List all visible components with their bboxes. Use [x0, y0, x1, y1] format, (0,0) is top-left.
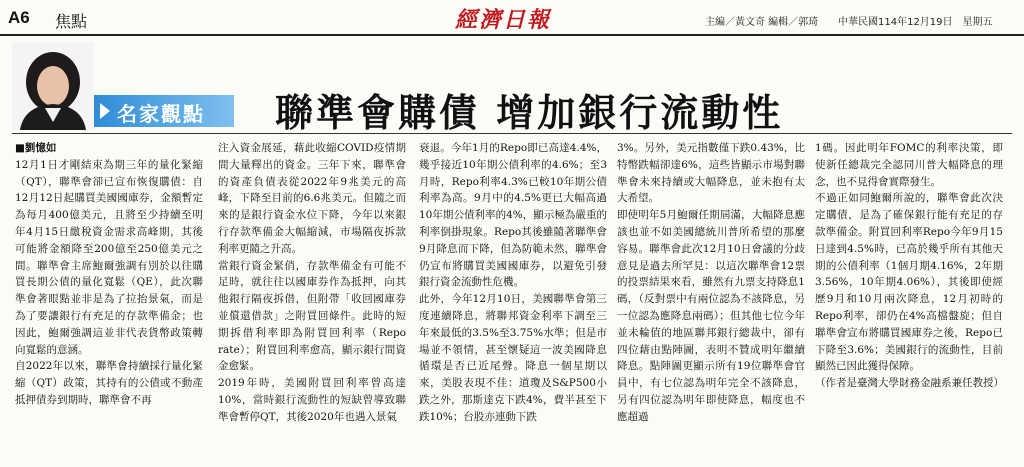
- author-photo: [12, 42, 94, 130]
- paragraph: 自2022年以來，聯準會持續採行量化緊縮（QT）政策，其持有的公債或不動產抵押債券到期時，聯準會不再: [15, 360, 203, 406]
- paragraph: 此外，今年12月10日，美國聯準會第三度連續降息，將聯邦資金利率下調至三年來最低的3.5%至3.75%水準；但是市場並不領情，甚至懷疑這一波美國降息循環是否已近尾聲。降息一個星期以來，美股表現不佳：道瓊及S&P500小跌之外，那斯達克下跌4%，費半甚至下跌10%；台股亦連動下跌: [419, 293, 607, 423]
- section-name: 焦點: [55, 12, 88, 31]
- paragraph: 2019年時，美國附買回利率曾高達10%，當時銀行流動性的短缺曾導致聯準會暫停QT，其後2020年也遇入景氣: [218, 377, 406, 423]
- article-column-3: [419, 140, 607, 426]
- paragraph: 即使明年5月鮑爾任期屆滿，大幅降息應該也並不如美國總統川普所希望的那麼容易。聯準會此次12月10日會議的分歧意見是過去所罕見：以這次聯準會12票的投票結果來看，雖然有九票支持降息1碼，（反對票中有兩位認為不該降息，另一位認為應降息兩碼）；但其他七位今年並未輪值的地區聯邦銀行總裁中，卻有四位藉由點陣圖，表明不贊成明年繼續降息。點陣圖更顯示所有19位聯準會官員中，有七位認為明年完全不該降息，另有四位認為明年即使降息，幅度也不應超過: [617, 209, 805, 423]
- article-column-4: [617, 140, 805, 426]
- article-byline: ■劉憶如: [15, 142, 57, 154]
- article-column-2: [218, 140, 406, 426]
- paragraph: 注入資金展延，藉此收縮COVID疫情期間大量釋出的資金。三年下來，聯準會的資產負債表從2022年9兆美元的高峰，下降至目前的6.6兆美元。但隨之而來的是銀行資金水位下降，今年以來銀行存款準備金大幅縮減，市場隔夜拆款利率更隨之升高。: [218, 142, 406, 255]
- paragraph: 3%。另外，美元指數僅下跌0.43%，比特幣跌幅卻達6%，這些皆顯示市場對聯準會未來持續或大幅降息，並未抱有太大希望。: [617, 142, 805, 205]
- author-portrait-image: [12, 42, 94, 130]
- paragraph: 當銀行資金緊俏，存款準備金有可能不足時，就往往以國庫券作為抵押，向其他銀行隔夜拆借，但附帶「收回國庫券並償還借款」之附買回條件。此時的短期拆借利率即為附買回利率（Repo rate）；附買回利率愈高，顯示銀行間資金愈緊。: [218, 259, 406, 373]
- paragraph: 1碼。因此明年FOMC的利率決策，即使新任總裁完全認同川普大幅降息的理念，也不見得會實際發生。: [815, 142, 1003, 188]
- issue-date: 中華民國114年12月19日 星期五: [838, 17, 993, 28]
- author-note: （作者是臺灣大學財務金融系兼任教授）: [815, 377, 1004, 390]
- paragraph: 12月1日才剛結束為期三年的量化緊縮（QT），聯準會卻已宣布恢復購債：自12月12日起購買美國國庫券，金額暫定為每月400億美元，且將至少持續至明年4月15日繳稅資金需求高峰期，其後可能將金額降至200億至250億美元之間。聯準會主席鮑爾強調有別於以往購買長期公債的量化寬鬆（QE），此次聯準會著眼點並非是為了拉抬景氣，而是為了要讓銀行有充足的存款準備金；也因此，鮑爾強調這並非代表貨幣政策轉向寬鬆的意涵。: [15, 158, 203, 356]
- paragraph: 不過正如同鮑爾所說的，聯準會此次決定購債，是為了確保銀行能有充足的存款準備金。附買回利率Repo今年9月15日達到4.5%時，已高於幾乎所有其他天期的公債利率（1個月期4.16%，2年期3.56%，10年期4.06%），其後即使經歷9月和10月兩次降息，12月初時的Repo利率，卻仍在4%高檔盤旋；但自聯準會宣布將購買國庫券之後，Repo已下降至3.6%；美國銀行的流動性，目前顯然已因此獲得保障。: [815, 192, 1003, 373]
- paragraph: 衰退。今年1月的Repo即已高達4.4%，幾乎接近10年期公債利率的4.6%；至3月時，Repo利率4.3%已較10年期公債利率為高。9月中的4.5%更已大幅高過10年期公債利率的4%，顯示極為嚴重的利率倒掛現象。Repo其後雖隨著聯準會9月降息而下降，但為防範未然，聯準會仍宣布將購買美國國庫券，以避免引發銀行資金流動性危機。: [419, 142, 607, 289]
- page-number: A6: [8, 8, 30, 27]
- column-banner-text: 名家觀點: [117, 102, 205, 126]
- masthead-logo: 經濟日報: [455, 7, 552, 33]
- editors-credit: 主編／黃文奇 編輯／郭琦: [705, 17, 819, 28]
- banner-arrow-icon: [100, 103, 110, 119]
- column-banner: [94, 95, 234, 127]
- headline-divider: [12, 133, 1012, 134]
- page-header: [0, 0, 1024, 36]
- article-column-1: [15, 140, 203, 409]
- article-headline: 聯準會購債 增加銀行流動性: [275, 91, 784, 135]
- article-column-5: [815, 140, 1003, 392]
